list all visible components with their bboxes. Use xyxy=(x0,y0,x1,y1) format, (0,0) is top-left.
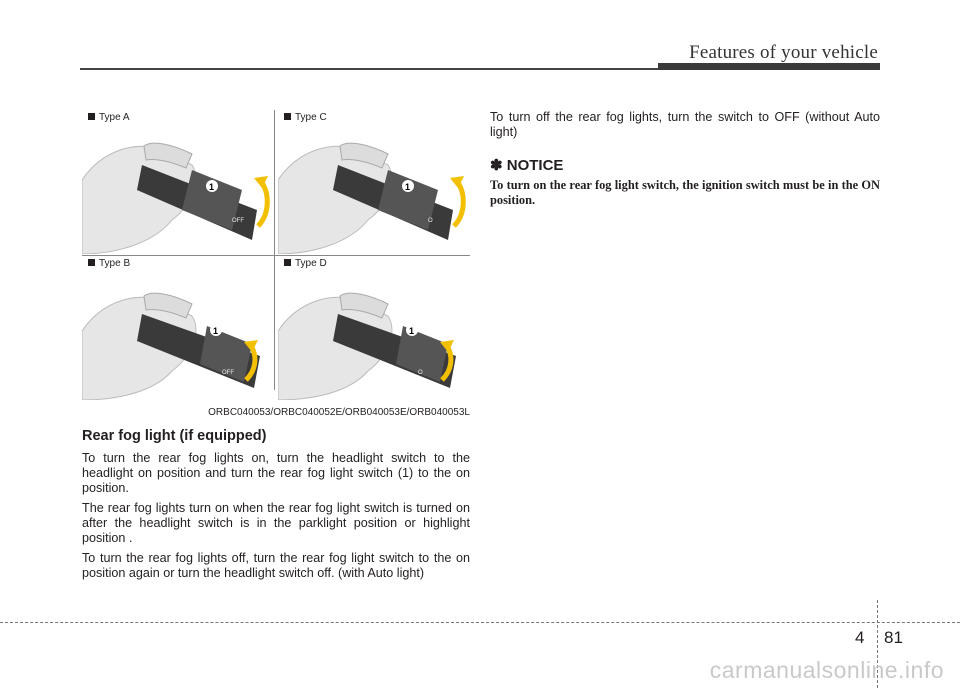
panel-type-d xyxy=(278,256,470,400)
paragraph: To turn off the rear fog lights, turn the switch to OFF (without Auto light) xyxy=(490,110,880,139)
panel-mark: OFF xyxy=(232,218,244,224)
panel-type-c xyxy=(278,110,470,254)
paragraph: To turn the rear fog lights on, turn the headlight switch to the headlight on position and turn the rear fog light switch (1) to the on position. xyxy=(82,451,470,495)
panel-marker: 1 xyxy=(209,182,215,192)
panel-mark: OFF xyxy=(222,370,234,376)
stalk-illustration xyxy=(278,256,470,400)
panel-marker: 1 xyxy=(405,182,411,192)
stalk-illustration xyxy=(82,110,274,254)
panel-marker: 1 xyxy=(213,326,219,336)
notice-title: ✽ NOTICE xyxy=(490,157,564,174)
figure-divider xyxy=(82,255,470,256)
figure-switch-types xyxy=(82,110,470,418)
panel-mark: O xyxy=(418,370,423,376)
panel-label: Type B xyxy=(88,258,130,269)
footer-rule xyxy=(0,622,960,623)
header-title: Features of your vehicle xyxy=(689,42,878,63)
watermark: carmanualsonline.info xyxy=(709,657,944,683)
paragraph: The rear fog lights turn on when the rear fog light switch is turned on after the headlight switch is in the parklight position or highlight position . xyxy=(82,501,470,545)
figure-code: ORBC040053/ORBC040052E/ORB040053E/ORB040053L xyxy=(208,407,470,418)
panel-type-b xyxy=(82,256,274,400)
stalk-illustration xyxy=(278,110,470,254)
left-column xyxy=(82,428,470,586)
stalk-illustration xyxy=(82,256,274,400)
page-number: 81 xyxy=(884,628,903,647)
panel-label: Type A xyxy=(88,112,130,123)
paragraph: To turn the rear fog lights off, turn the rear fog light switch to the on position again or turn the headlight switch off. (with Auto light) xyxy=(82,551,470,580)
header-tab xyxy=(658,63,880,70)
panel-type-a xyxy=(82,110,274,254)
section-heading: Rear fog light (if equipped) xyxy=(82,428,267,444)
figure-divider xyxy=(274,110,275,390)
panel-marker: 1 xyxy=(409,326,415,336)
right-column xyxy=(490,110,880,208)
panel-mark: O xyxy=(428,218,433,224)
notice-body: To turn on the rear fog light switch, the ignition switch must be in the ON position. xyxy=(490,178,880,207)
page-chapter: 4 xyxy=(855,628,865,647)
panel-label: Type C xyxy=(284,112,327,123)
panel-label: Type D xyxy=(284,258,327,269)
